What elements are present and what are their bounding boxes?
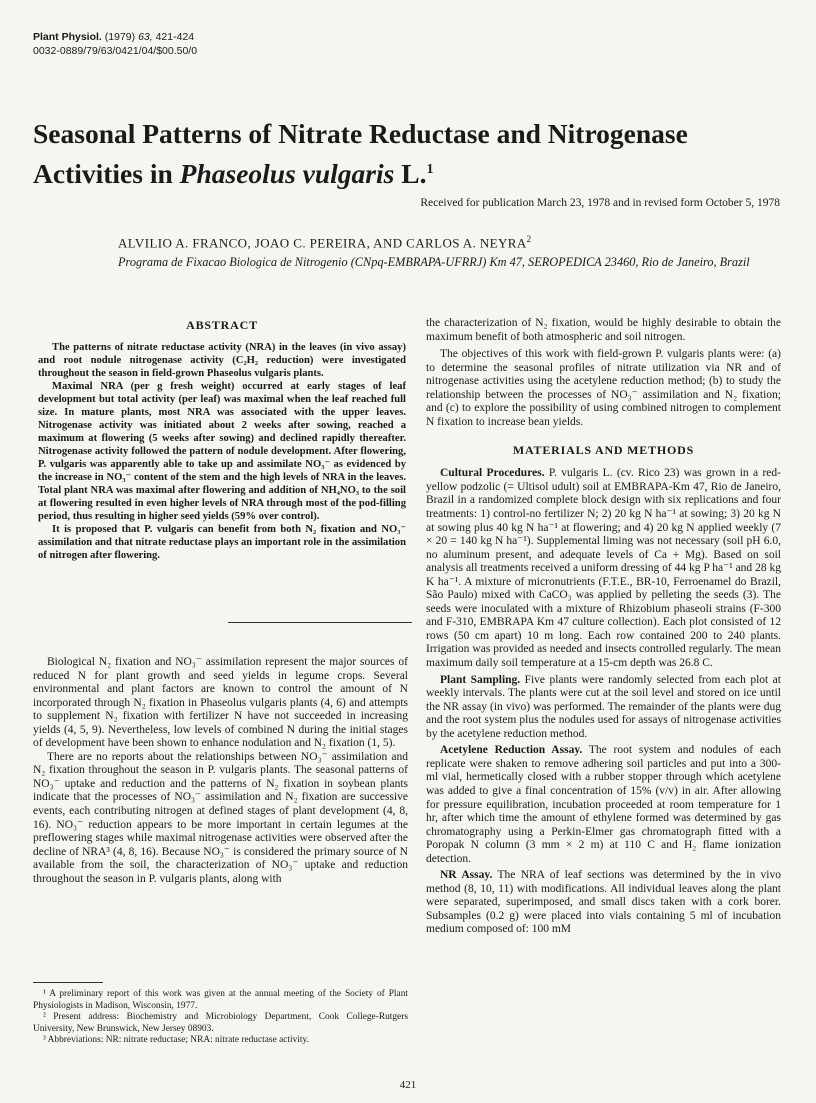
doc-code: 0032-0889/79/63/0421/04/$00.50/0 [33,44,198,57]
footnote: ³ Abbreviations: NR: nitrate reductase; NRA: nitrate reductase activity. [43,1035,309,1046]
objectives-para: The objectives of this work with field-grown P. vulgaris plants were: (a) to determine the seasonal profiles of nitrate utilization via NR and of nitrogenase activities using the acetylene reduction method; (b) to study the relationship between the processes of NO₃⁻ assimilation and N₂ fixation; and (c) to explore the possibility of using combined nitrogen to complement N fixation to increase bean yields. [426,348,781,428]
abstract-para: The patterns of nitrate reductase activity (NRA) in the leaves (in vivo assay) and root nodule nitrogenase activity (C₂H₂ reduction) were investigated throughout the season in field-grown Phaseolus vulgaris plants. [38,342,406,379]
received-date: Received for publication March 23, 1978 and in revised form October 5, 1978 [420,197,780,209]
intro-continuation: the characterization of N₂ fixation, would be highly desirable to obtain the maximum benefit of both atmospheric and soil nitrogen. [426,317,781,343]
methods-para: Acetylene Reduction Assay. The root system and nodules of each replicate were shaken to remove adhering soil particles and put into a 300-ml vial, hermetically closed with a rubber stopper through which acetylene was added to give a final concentration of 15% (v/v) in air. After allowing for pressure equilibration, incubation proceeded at room temperature for 1 hr, after which time the amount of ethylene formed was determined by gas chromatography using a Perkin-Elmer gas chromatograph fitted with a Poropak N column (3 mm × 2 m) at 110 C and H₂ flame ionization detection. [426,744,781,865]
methods-para: Cultural Procedures. P. vulgaris L. (cv. Rico 23) was grown in a red-yellow podzolic (= Ultisol udult) soil at EMBRAPA-Km 47, Rio de Janeiro, Brazil in a randomized complete block design with six replications and four treatments: 1) control-no fertilizer N; 2) 20 kg N ha⁻¹ at sowing; 3) 20 kg N at sowing plus 40 kg N ha⁻¹ at flowering; and 4) 20 kg N applied weekly (7 × 20 = 140 kg N ha⁻¹). Supplemental liming was not necessary (soil pH 6.0, no aluminum present, and adequate levels of Ca + Mg). Based on soil analysis all treatments received a uniform dressing of 44 kg P ha⁻¹ and 28 kg K ha⁻¹. A mixture of micronutrients (F.T.E., BR-10, Ferroenamel do Brazil, São Paulo) mixed with CaCO₃ was applied by pelleting the seeds (3). The seeds were inoculated with a mixture of Rhizobium phaseoli strains (F-300 and F-310, EMBRAPA Km 47 culture collection). Each plot consisted of 12 rows (50 cm apart) 10 m long. Each row contained 200 to 240 plants. Irrigation was provided as needed and insects controlled regularly. The mean maximum daily soil temperature at a 15-cm depth was 26.8 C. [426,467,781,670]
methods-heading: MATERIALS AND METHODS [512,443,695,458]
methods-para: Plant Sampling. Five plants were randomly selected from each plot at weekly intervals. The plants were cut at the soil level and stored on ice until the NR assay (in vivo) was performed. The remainder of the plants were dug and the root system plus the nodules used for assays of nitrogenase activities by the acetylene reduction method. [426,673,781,740]
intro-para: Biological N₂ fixation and NO₃⁻ assimilation represent the major sources of reduced N for plant growth and seed yields in legume crops. Several environmental and plant factors are known to control the amount of N incorporated through N₂ fixation in Phaseolus vulgaris plants (4, 6) and attempts to supplement N₂ fixation with fertilizer N have not succeeded in increasing yields (4, 5, 9). Nevertheless, low levels of combined N during the initial stages of development have been shown to enhance nodulation and N₂ fixation (1, 5). [33,656,408,750]
abstract-para: It is proposed that P. vulgaris can benefit from both N₂ fixation and NO₃⁻ assimilation and that nitrate reductase plays an important role in the assimilation of nitrogen after flowering. [38,524,406,561]
journal-header [33,31,197,58]
footnote: ² Present address: Biochemistry and Microbiology Department, Cook College-Rutgers University, New Brunswick, New Jersey 08903. [33,1012,408,1034]
page-number: 421 [399,1079,417,1091]
intro-para: There are no reports about the relationships between NO₃⁻ assimilation and N₂ fixation throughout the season in P. vulgaris plants. The seasonal patterns of NO₃⁻ uptake and reduction and the patterns of N₂ fixation in soybean plants indicate that the processes of NO₃⁻ assimilation and N₂ fixation are successive events, each contributing nitrogen at defined stages of plant development (4, 8, 16). NO₃⁻ reduction appears to be more important in certain legumes at the preflowering stages while maximal nitrogenase activities were observed after the decline of NRA³ (4, 8, 16). Because NO₃⁻ is considered the primary source of N available from the soil, the characterization of NO₃⁻ uptake and reduction throughout the season in P. vulgaris plants, along with [33,750,408,885]
methods-para: NR Assay. The NRA of leaf sections was determined by the in vivo method (8, 10, 11) with modifications. All individual leaves along the plant were separated, superimposed, and small discs taken with a cork borer. Subsamples (0.2 g) were placed into vials containing 5 ml of incubation medium composed of: 100 mM [426,869,781,936]
citation-line: Plant Physiol. (1979) 63, 421-424 [33,31,195,43]
footnote: ¹ A preliminary report of this work was given at the annual meeting of the Society of Plant Physiologists in Madison, Wisconsin, 1977. [33,989,408,1011]
affiliation: Programa de Fixacao Biologica de Nitrogenio (CNpq-EMBRAPA-UFRRJ) Km 47, SEROPEDICA 23460, Rio de Janeiro, Brazil [118,255,750,269]
abstract-para: Maximal NRA (per g fresh weight) occurred at early stages of leaf development but total activity (per leaf) was maximal when the leaf reached full size. In mature plants, most NRA was associated with the upper leaves. Nitrogenase activity was initiated about 2 weeks after sowing, reached a maximum at flowering (5 weeks after sowing) and declined rapidly thereafter. Nitrogenase activity followed the pattern of nodule development. After flowering, P. vulgaris was apparently able to take up and assimilate NO₃⁻ as evidenced by the increase in NO₃⁻ content of the stem and the high levels of NRA in the leaves. Total plant NRA was maximal after flowering and addition of NH₄NO₃ to the soil at flowering resulted in even higher levels of NRA through most of the pod-filling period, thus resulting in higher seed yields (59% over control). [38,381,406,522]
footnotes [33,989,408,1047]
abstract-heading: ABSTRACT [186,318,258,332]
abstract [38,318,406,562]
right-column [426,317,781,937]
footnote-divider [33,982,103,983]
abstract-divider [228,622,412,623]
paper-title: Seasonal Patterns of Nitrate Reductase and Nitrogenase Activities in Phaseolus vulgaris L.$^1$ [33,118,688,190]
authors: ALVILIO A. FRANCO, JOAO C. PEREIRA, AND CARLOS A. NEYRA$^2$ [118,234,532,251]
introduction [33,656,408,886]
